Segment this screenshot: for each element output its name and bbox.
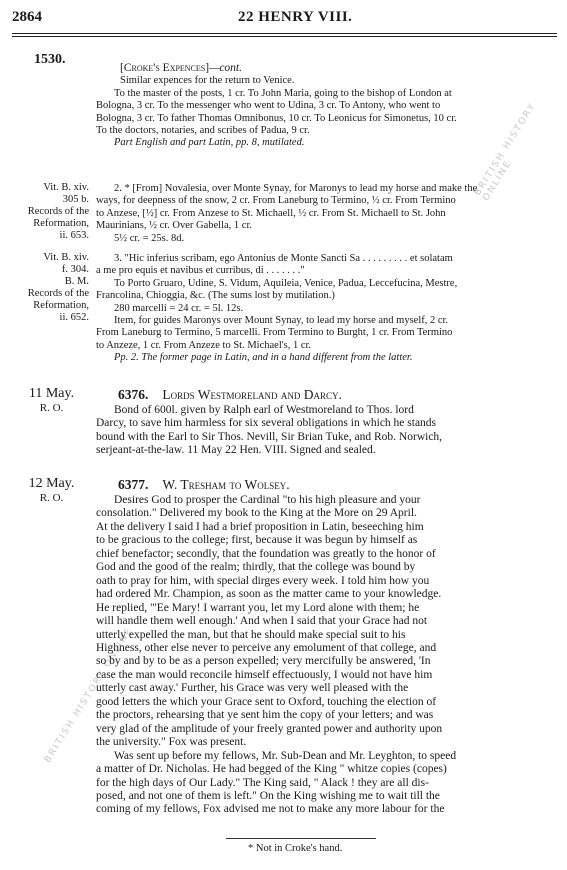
- entry-line: oath to pray for him, with special dirges every week. I told him how you: [96, 574, 430, 587]
- entry-line: utterly expelled the man, but that he should make special suit to his: [96, 628, 406, 641]
- croke-line: To the doctors, notaries, and scribes of Padua, 9 cr.: [96, 125, 310, 137]
- item3-line: 3. "Hic inferius scribam, ego Antonius de Monte Sancti Sa . . . . . . . . . et solatam: [114, 253, 453, 264]
- entry-line: bound with the Earl to Sir Thos. Nevill, Sir Brian Tuke, and Rob. Norwich,: [96, 430, 443, 443]
- item3-note: Pp. 2. The former page in Latin, and in a hand different from the latter.: [114, 352, 413, 364]
- item2-line: 2. * [From] Novalesia, over Monte Synay, for Maronys to lead my horse and make the: [114, 183, 478, 194]
- footnote: * Not in Croke's hand.: [248, 843, 343, 854]
- entry-line: serjeant-at-the-law. 11 May 22 Hen. VIII. Signed and sealed.: [96, 444, 376, 457]
- entry-line: At the delivery I said I had a brief proposition in Latin, beseeching him: [96, 520, 424, 533]
- item2-line: to Anzese, [½] cr. From Anzese to St. Michaell, ½ cr. From St. Michaell to St. John: [96, 207, 446, 219]
- croke-heading: [Croke's Expences]: [120, 62, 210, 74]
- item2-text: [96, 183, 554, 245]
- entry-line: chief benefactor; secondly, that the foundation was greatly to the honor of: [96, 547, 436, 560]
- entry-line: utterly cast away.' Further, his Grace was very well pleased with the: [96, 682, 409, 695]
- croke-line: To the master of the posts, 1 cr. To John Maria, going to the bishop of London at: [114, 87, 452, 99]
- croke-line: Bologna, 3 cr. To the messenger who went to Udina, 3 cr. To Antony, who went to: [96, 100, 441, 112]
- margin-ref: B. M.: [64, 276, 89, 287]
- item3-text: [96, 253, 554, 365]
- entry-line: good letters the which your Grace sent to Oxford, touching the election of: [96, 695, 437, 708]
- entry-line: the proctors, rehearsing that ye sent him the copy of your letters; and was: [96, 709, 434, 722]
- entry-6376-heading: [118, 387, 342, 403]
- margin-ref: Vit. B. xiv.: [43, 182, 89, 193]
- item3-line: Item, for guides Maronys over Mount Synay, to lead my horse and myself, 2 cr.: [114, 315, 449, 327]
- running-title: 22 HENRY VIII.: [238, 9, 353, 25]
- entry-line: case the man would reconcile himself effectuously, I would not have him: [96, 668, 433, 681]
- entry-line: for the high days of Our Lady." The King said, " Alack ! they are all dis-: [96, 776, 429, 789]
- header-rule: [12, 33, 557, 34]
- entry-line: Desires God to prosper the Cardinal "to his high pleasure and your: [114, 494, 421, 506]
- entry-6377-date: [14, 476, 89, 506]
- margin-ref: Vit. B. xiv.: [43, 252, 89, 263]
- entry-line: posed, and not one of them is left." On the King wishing me to wait till the: [96, 789, 440, 802]
- margin-ref: ii. 652.: [59, 312, 89, 323]
- entry-line: very glad of the amplitude of your freely granted power and authority upon: [96, 722, 443, 735]
- entry-line: the university." Fox was present.: [96, 736, 247, 749]
- entry-title: W. Tresham to Wolsey.: [162, 477, 290, 492]
- item3-margin: [14, 252, 89, 324]
- item2-line: 5½ cr. = 25s. 8d.: [114, 232, 185, 244]
- croke-heading-cont: —cont.: [209, 62, 242, 74]
- entry-line: to be gracious to the college; first, because it was begun by himself as: [96, 534, 418, 547]
- entry-date: 12 May.: [28, 476, 75, 491]
- croke-note: Part English and part Latin, pp. 8, mutilated.: [114, 137, 305, 149]
- entry-6377-heading: [118, 477, 290, 493]
- margin-ref: Records of the: [27, 206, 89, 217]
- footnote-rule: [226, 838, 376, 839]
- margin-ref: Reformation,: [33, 300, 89, 311]
- header-rule-lower: [12, 36, 557, 37]
- year-label: 1530.: [34, 52, 66, 67]
- watermark: BRITISH HISTORY ONLINE: [42, 625, 136, 765]
- entry-line: Bond of 600l. given by Ralph earl of Westmoreland to Thos. lord: [114, 404, 414, 416]
- item2-line: Maurinians, ½ cr. Over Gabella, 1 cr.: [96, 220, 252, 232]
- entry-6377-body: [96, 494, 554, 817]
- entry-source: R. O.: [39, 402, 64, 414]
- item2-line: ways, for deepness of the snow, 2 cr. From Laneburg to Termino, ½ cr. From Termino: [96, 195, 456, 207]
- entry-title: Lords Westmoreland and Darcy.: [162, 387, 342, 402]
- entry-line: had ordered Mr. Champion, as soon as the matter came to your knowledge.: [96, 588, 442, 601]
- margin-ref: ii. 653.: [59, 230, 89, 241]
- entry-line: God and the good of the realm; thirdly, that the college was bound by: [96, 561, 416, 574]
- page-number: 2864: [12, 9, 42, 25]
- croke-line: Bologna, 3 cr. To father Thomas Omnibonus, 10 cr. To Leonicus for Simonetus, 10 cr.: [96, 112, 457, 124]
- item3-line: Francolina, Chioggia, &c. (The sums lost by mutilation.): [96, 290, 335, 302]
- entry-6376-date: [14, 386, 89, 416]
- item3-line: to Anzeze, 1 cr. From Anzeze to St. Michael's, 1 cr.: [96, 339, 312, 351]
- entry-line: Highness, other else never to perceive any emolument of that college, and: [96, 641, 437, 654]
- entry-6376-body: [96, 404, 554, 458]
- croke-section: [96, 62, 554, 150]
- item3-line: a me pro equis et navibus et curribus, di . . . . . . .": [96, 265, 305, 277]
- margin-ref: f. 304.: [61, 264, 89, 275]
- entry-date: 11 May.: [28, 386, 75, 401]
- entry-source: R. O.: [39, 492, 64, 504]
- margin-ref: Reformation,: [33, 218, 89, 229]
- entry-number: 6377.: [118, 477, 149, 492]
- entry-line: Darcy, to save him harmless for six several obligations in which he stands: [96, 417, 437, 430]
- item3-line: From Laneburg to Termino, 5 marcelli. From Termino to Burght, 1 cr. From Termino: [96, 327, 453, 339]
- entry-line: will handle them well enough.' And when I said that your Grace had not: [96, 615, 428, 628]
- entry-line: consolation." Delivered my book to the King at the More on 29 April.: [96, 507, 417, 520]
- croke-intro: Similar expences for the return to Venice.: [120, 75, 295, 87]
- entry-line: a matter of Dr. Nicholas. He had begged of the King " whitze copies (copes): [96, 763, 447, 776]
- entry-number: 6376.: [118, 387, 149, 402]
- item3-line: To Porto Gruaro, Udine, S. Vidum, Aquileia, Venice, Padua, Leccefucina, Mestre,: [114, 277, 458, 289]
- item2-margin: [14, 182, 89, 242]
- margin-ref: 305 b.: [62, 194, 89, 205]
- item3-line: 280 marcelli = 24 cr. = 5l. 12s.: [114, 302, 244, 314]
- entry-line: coming of my fellows, Fox advised me not to make any more labour for the: [96, 803, 445, 816]
- margin-ref: Records of the: [27, 288, 89, 299]
- entry-line: Was sent up before my fellows, Mr. Sub-Dean and Mr. Leyghton, to speed: [114, 749, 457, 762]
- watermark: BRITISH HISTORY ONLINE: [472, 101, 539, 203]
- entry-line: He replied, "'Ee Mary! I warrant you, let my Lord alone with them; he: [96, 601, 420, 614]
- entry-line: so by and by to be as a person expelled; very mercifully be answered, 'In: [96, 655, 431, 668]
